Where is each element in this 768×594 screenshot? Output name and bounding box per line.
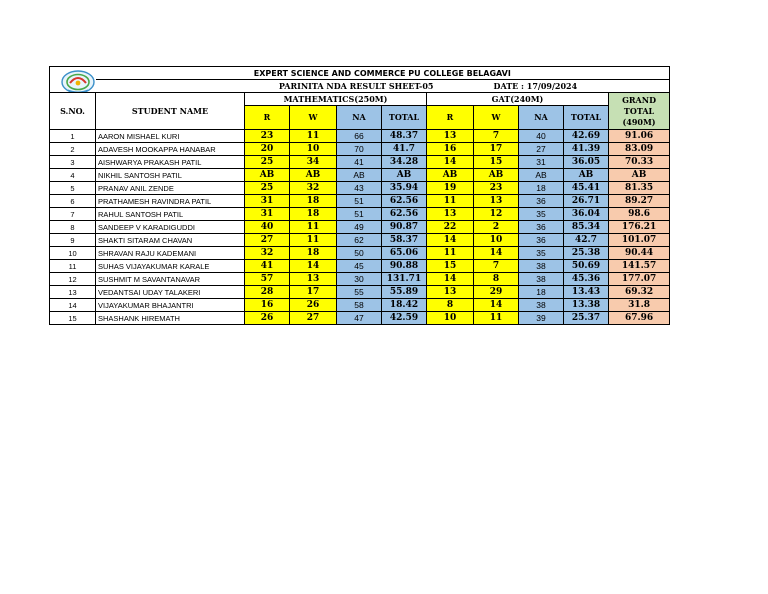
col-gat-na: NA bbox=[519, 106, 564, 130]
table-row bbox=[50, 299, 670, 312]
cell-sno: 13 bbox=[50, 286, 96, 299]
cell-gat-r: 16 bbox=[427, 143, 474, 156]
cell-maths-total: 34.28 bbox=[382, 156, 427, 169]
cell-gat-w: 7 bbox=[474, 130, 519, 143]
cell-gat-na: AB bbox=[519, 169, 564, 182]
cell-gat-total: 25.38 bbox=[564, 247, 609, 260]
cell-gat-total: 36.05 bbox=[564, 156, 609, 169]
cell-maths-total: 62.56 bbox=[382, 195, 427, 208]
cell-maths-r: 26 bbox=[245, 312, 290, 325]
cell-gat-r: 14 bbox=[427, 234, 474, 247]
cell-gat-w: 12 bbox=[474, 208, 519, 221]
result-table bbox=[49, 66, 670, 325]
cell-gat-total: 85.34 bbox=[564, 221, 609, 234]
cell-maths-total: 42.59 bbox=[382, 312, 427, 325]
cell-gat-w: 7 bbox=[474, 260, 519, 273]
col-gat-w: W bbox=[474, 106, 519, 130]
cell-gat-r: 13 bbox=[427, 286, 474, 299]
college-logo-icon bbox=[60, 69, 96, 93]
cell-gat-w: 14 bbox=[474, 247, 519, 260]
table-row bbox=[50, 286, 670, 299]
cell-maths-r: 20 bbox=[245, 143, 290, 156]
cell-sno: 4 bbox=[50, 169, 96, 182]
cell-student-name: SHRAVAN RAJU KADEMANI bbox=[96, 247, 245, 260]
cell-sno: 6 bbox=[50, 195, 96, 208]
cell-gat-w: 29 bbox=[474, 286, 519, 299]
cell-maths-na: 49 bbox=[337, 221, 382, 234]
sheet-title: PARINITA NDA RESULT SHEET-05 bbox=[96, 80, 474, 93]
cell-maths-w: 11 bbox=[290, 234, 337, 247]
cell-maths-r: AB bbox=[245, 169, 290, 182]
table-row bbox=[50, 221, 670, 234]
col-gat: GAT(240M) bbox=[427, 93, 609, 106]
title-row bbox=[50, 67, 670, 80]
cell-gat-w: 2 bbox=[474, 221, 519, 234]
cell-student-name: SHAKTI SITARAM CHAVAN bbox=[96, 234, 245, 247]
cell-maths-r: 40 bbox=[245, 221, 290, 234]
cell-maths-w: 10 bbox=[290, 143, 337, 156]
cell-gat-total: 25.37 bbox=[564, 312, 609, 325]
cell-maths-na: 62 bbox=[337, 234, 382, 247]
cell-maths-w: 18 bbox=[290, 208, 337, 221]
table-row bbox=[50, 208, 670, 221]
cell-grand-total: 177.07 bbox=[609, 273, 670, 286]
cell-maths-total: 18.42 bbox=[382, 299, 427, 312]
cell-gat-r: 22 bbox=[427, 221, 474, 234]
cell-gat-r: 13 bbox=[427, 208, 474, 221]
cell-gat-na: 38 bbox=[519, 260, 564, 273]
cell-grand-total: 176.21 bbox=[609, 221, 670, 234]
cell-gat-total: 42.69 bbox=[564, 130, 609, 143]
cell-gat-total: 45.41 bbox=[564, 182, 609, 195]
cell-maths-w: 26 bbox=[290, 299, 337, 312]
cell-maths-r: 57 bbox=[245, 273, 290, 286]
col-sno: S.NO. bbox=[50, 93, 96, 130]
cell-gat-r: 11 bbox=[427, 247, 474, 260]
cell-grand-total: 101.07 bbox=[609, 234, 670, 247]
cell-student-name: SUSHMIT M SAVANTANAVAR bbox=[96, 273, 245, 286]
cell-maths-total: 131.71 bbox=[382, 273, 427, 286]
cell-gat-na: 36 bbox=[519, 221, 564, 234]
cell-maths-r: 28 bbox=[245, 286, 290, 299]
cell-maths-na: 45 bbox=[337, 260, 382, 273]
cell-maths-r: 27 bbox=[245, 234, 290, 247]
cell-gat-total: 36.04 bbox=[564, 208, 609, 221]
cell-maths-r: 31 bbox=[245, 208, 290, 221]
cell-grand-total: 89.27 bbox=[609, 195, 670, 208]
cell-sno: 3 bbox=[50, 156, 96, 169]
cell-gat-total: 13.43 bbox=[564, 286, 609, 299]
cell-student-name: SANDEEP V KARADIGUDDI bbox=[96, 221, 245, 234]
cell-maths-na: AB bbox=[337, 169, 382, 182]
cell-gat-na: 27 bbox=[519, 143, 564, 156]
cell-maths-w: 17 bbox=[290, 286, 337, 299]
cell-maths-na: 58 bbox=[337, 299, 382, 312]
result-sheet bbox=[49, 66, 669, 325]
cell-sno: 9 bbox=[50, 234, 96, 247]
cell-gat-total: 42.7 bbox=[564, 234, 609, 247]
cell-gat-na: 40 bbox=[519, 130, 564, 143]
cell-gat-w: AB bbox=[474, 169, 519, 182]
cell-maths-na: 70 bbox=[337, 143, 382, 156]
cell-gat-w: 11 bbox=[474, 312, 519, 325]
col-maths-na: NA bbox=[337, 106, 382, 130]
cell-maths-w: 14 bbox=[290, 260, 337, 273]
cell-student-name: NIKHIL SANTOSH PATIL bbox=[96, 169, 245, 182]
col-gat-total: TOTAL bbox=[564, 106, 609, 130]
cell-gat-r: 8 bbox=[427, 299, 474, 312]
cell-grand-total: 81.35 bbox=[609, 182, 670, 195]
col-maths-r: R bbox=[245, 106, 290, 130]
cell-gat-na: 18 bbox=[519, 182, 564, 195]
cell-maths-total: 41.7 bbox=[382, 143, 427, 156]
cell-student-name: RAHUL SANTOSH PATIL bbox=[96, 208, 245, 221]
cell-student-name: AISHWARYA PRAKASH PATIL bbox=[96, 156, 245, 169]
cell-maths-na: 41 bbox=[337, 156, 382, 169]
cell-grand-total: 67.96 bbox=[609, 312, 670, 325]
cell-grand-total: 83.09 bbox=[609, 143, 670, 156]
cell-maths-total: 90.88 bbox=[382, 260, 427, 273]
cell-maths-total: AB bbox=[382, 169, 427, 182]
cell-grand-total: 98.6 bbox=[609, 208, 670, 221]
table-row bbox=[50, 156, 670, 169]
cell-maths-w: 18 bbox=[290, 247, 337, 260]
cell-grand-total: 31.8 bbox=[609, 299, 670, 312]
cell-gat-total: AB bbox=[564, 169, 609, 182]
cell-student-name: AARON MISHAEL KURI bbox=[96, 130, 245, 143]
col-maths: MATHEMATICS(250M) bbox=[245, 93, 427, 106]
cell-maths-w: 11 bbox=[290, 130, 337, 143]
cell-maths-r: 41 bbox=[245, 260, 290, 273]
logo-cell bbox=[50, 67, 96, 93]
cell-sno: 15 bbox=[50, 312, 96, 325]
cell-maths-na: 30 bbox=[337, 273, 382, 286]
table-row bbox=[50, 169, 670, 182]
cell-gat-na: 38 bbox=[519, 273, 564, 286]
cell-gat-w: 15 bbox=[474, 156, 519, 169]
col-grand-total: GRAND TOTAL (490M) bbox=[609, 93, 670, 130]
cell-gat-w: 10 bbox=[474, 234, 519, 247]
cell-gat-w: 14 bbox=[474, 299, 519, 312]
cell-student-name: VIJAYAKUMAR BHAJANTRI bbox=[96, 299, 245, 312]
cell-gat-r: 11 bbox=[427, 195, 474, 208]
cell-maths-na: 50 bbox=[337, 247, 382, 260]
cell-grand-total: 91.06 bbox=[609, 130, 670, 143]
col-maths-w: W bbox=[290, 106, 337, 130]
cell-gat-r: 15 bbox=[427, 260, 474, 273]
table-row bbox=[50, 143, 670, 156]
cell-sno: 2 bbox=[50, 143, 96, 156]
table-row bbox=[50, 195, 670, 208]
cell-gat-r: 13 bbox=[427, 130, 474, 143]
cell-sno: 7 bbox=[50, 208, 96, 221]
cell-maths-total: 58.37 bbox=[382, 234, 427, 247]
cell-maths-r: 16 bbox=[245, 299, 290, 312]
cell-maths-r: 25 bbox=[245, 156, 290, 169]
cell-gat-r: 14 bbox=[427, 273, 474, 286]
cell-gat-na: 18 bbox=[519, 286, 564, 299]
cell-gat-r: AB bbox=[427, 169, 474, 182]
cell-maths-total: 65.06 bbox=[382, 247, 427, 260]
table-row bbox=[50, 130, 670, 143]
cell-sno: 5 bbox=[50, 182, 96, 195]
cell-maths-w: 13 bbox=[290, 273, 337, 286]
table-row bbox=[50, 273, 670, 286]
cell-sno: 12 bbox=[50, 273, 96, 286]
cell-student-name: ADAVESH MOOKAPPA HANABAR bbox=[96, 143, 245, 156]
cell-student-name: SHASHANK HIREMATH bbox=[96, 312, 245, 325]
cell-student-name: PRATHAMESH RAVINDRA PATIL bbox=[96, 195, 245, 208]
cell-sno: 1 bbox=[50, 130, 96, 143]
cell-maths-r: 31 bbox=[245, 195, 290, 208]
cell-gat-na: 39 bbox=[519, 312, 564, 325]
cell-gat-w: 17 bbox=[474, 143, 519, 156]
cell-grand-total: AB bbox=[609, 169, 670, 182]
col-maths-total: TOTAL bbox=[382, 106, 427, 130]
cell-maths-w: 11 bbox=[290, 221, 337, 234]
cell-maths-na: 47 bbox=[337, 312, 382, 325]
college-title: EXPERT SCIENCE AND COMMERCE PU COLLEGE BELAGAVI bbox=[96, 67, 670, 80]
cell-gat-r: 10 bbox=[427, 312, 474, 325]
cell-maths-w: 27 bbox=[290, 312, 337, 325]
cell-maths-r: 25 bbox=[245, 182, 290, 195]
cell-student-name: PRANAV ANIL ZENDE bbox=[96, 182, 245, 195]
subtitle-row bbox=[50, 80, 670, 93]
cell-sno: 14 bbox=[50, 299, 96, 312]
cell-gat-total: 45.36 bbox=[564, 273, 609, 286]
cell-maths-w: 34 bbox=[290, 156, 337, 169]
cell-gat-w: 13 bbox=[474, 195, 519, 208]
cell-gat-w: 8 bbox=[474, 273, 519, 286]
cell-sno: 11 bbox=[50, 260, 96, 273]
cell-maths-w: 32 bbox=[290, 182, 337, 195]
cell-gat-total: 50.69 bbox=[564, 260, 609, 273]
cell-sno: 10 bbox=[50, 247, 96, 260]
col-name: STUDENT NAME bbox=[96, 93, 245, 130]
cell-grand-total: 69.32 bbox=[609, 286, 670, 299]
cell-maths-na: 51 bbox=[337, 195, 382, 208]
cell-maths-total: 55.89 bbox=[382, 286, 427, 299]
cell-gat-na: 35 bbox=[519, 247, 564, 260]
cell-maths-total: 35.94 bbox=[382, 182, 427, 195]
cell-maths-total: 48.37 bbox=[382, 130, 427, 143]
header-row-1 bbox=[50, 93, 670, 106]
cell-maths-r: 32 bbox=[245, 247, 290, 260]
cell-maths-na: 66 bbox=[337, 130, 382, 143]
cell-grand-total: 90.44 bbox=[609, 247, 670, 260]
table-row bbox=[50, 260, 670, 273]
cell-grand-total: 70.33 bbox=[609, 156, 670, 169]
cell-gat-na: 36 bbox=[519, 195, 564, 208]
table-row bbox=[50, 182, 670, 195]
cell-gat-na: 38 bbox=[519, 299, 564, 312]
cell-gat-na: 31 bbox=[519, 156, 564, 169]
cell-grand-total: 141.57 bbox=[609, 260, 670, 273]
cell-gat-na: 35 bbox=[519, 208, 564, 221]
sheet-date: DATE : 17/09/2024 bbox=[474, 80, 670, 93]
cell-gat-w: 23 bbox=[474, 182, 519, 195]
cell-gat-total: 41.39 bbox=[564, 143, 609, 156]
table-row bbox=[50, 312, 670, 325]
cell-gat-r: 19 bbox=[427, 182, 474, 195]
cell-maths-total: 62.56 bbox=[382, 208, 427, 221]
table-row bbox=[50, 234, 670, 247]
cell-maths-na: 43 bbox=[337, 182, 382, 195]
table-row bbox=[50, 247, 670, 260]
cell-gat-total: 26.71 bbox=[564, 195, 609, 208]
cell-student-name: VEDANTSAI UDAY TALAKERI bbox=[96, 286, 245, 299]
cell-student-name: SUHAS VIJAYAKUMAR KARALE bbox=[96, 260, 245, 273]
cell-maths-w: 18 bbox=[290, 195, 337, 208]
cell-gat-na: 36 bbox=[519, 234, 564, 247]
cell-maths-total: 90.87 bbox=[382, 221, 427, 234]
col-gat-r: R bbox=[427, 106, 474, 130]
cell-maths-na: 51 bbox=[337, 208, 382, 221]
cell-maths-w: AB bbox=[290, 169, 337, 182]
cell-gat-total: 13.38 bbox=[564, 299, 609, 312]
cell-gat-r: 14 bbox=[427, 156, 474, 169]
cell-maths-r: 23 bbox=[245, 130, 290, 143]
cell-sno: 8 bbox=[50, 221, 96, 234]
cell-maths-na: 55 bbox=[337, 286, 382, 299]
